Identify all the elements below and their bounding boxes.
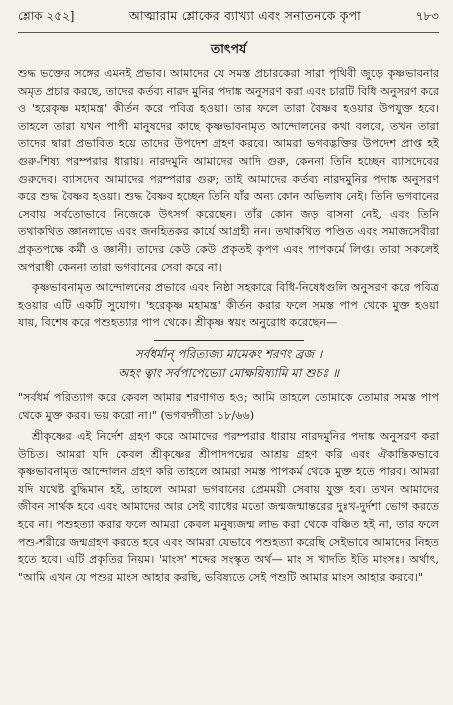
section-title: তাৎপর্য [210,41,247,56]
verse-reference: শ্লোক ২৫২] [18,9,75,23]
sanskrit-verse [18,345,439,383]
verse-line-1: সর্বধর্মান্ পরিত্যজ্য মামেকং শরণং ব্রজ । [134,346,323,361]
verse-translation: "সর্বধর্ম পরিত্যাগ করে কেবল আমার শরণাগত হও; আমি তাহলে তোমাকে তোমার সমস্ত পাপ থেকে মুক্ত করব। ভয় করো না।" (ভগবদ্গীতা ১৮/৬৬) [18,390,439,422]
verse-line-2: অহং ত্বাং সর্বপাপেভ্যো মোক্ষয়িষ্যামি মা শুচঃ ॥ [118,365,339,380]
running-header [18,8,439,33]
paragraph-1: শুদ্ধ ভক্তের সঙ্গের এমনই প্রভাব। আমাদের যে সমস্ত প্রচারকেরা সারা পৃথিবী জুড়ে কৃষ্ণভাবনার অমৃত প্রচার করছে, তাদের কর্তব্য নারদ মুনির পদাঙ্ক অনুসরণ করা এবং চারটি বিধি অনুসরণ করে ও 'হরেকৃষ্ণ মহামন্ত্র' কীর্তন করে পবিত্র হওয়া। তার ফলে তারা বৈষ্ণব হওয়ার উপযুক্ত হবে। তাহলে তারা যখন পাপী মানুষদের কাছে কৃষ্ণভাবনামৃত আন্দোলনের কথা বলবে, তখন তারা তাদের দ্বারা প্রভাবিত হয়ে তাদের উপদেশ গ্রহণ করবে। আমরা ভগবদ্ভক্তির উপদেশ প্রাপ্ত হই গুরু-শিষ্য পরম্পরার ধারায়। নারদমুনি আমাদের আদি গুরু, কেননা তিনি হচ্ছেন ব্যাসদেবের গুরুদেব। ব্যাসদেব আমাদের পরম্পরার গুরু; তাই আমাদের কর্তব্য নারদমুনির পদাঙ্ক অনুসরণ করে শুদ্ধ বৈষ্ণব হওয়া। শুদ্ধ বৈষ্ণব হচ্ছেন তিনি যাঁর অন্য কোন অভিলাষ নেই। তিনি ভগবানের সেবায় সর্বতোভাবে নিজেকে উৎসর্গ করেছেন। তাঁর কোন জড় বাসনা নেই, এবং তিনি তথাকথিত জ্ঞানলাভে এবং জনহিতকর কার্যে আগ্রহী নন। তথাকথিত পণ্ডিত এবং সমাজসেবীরা প্রকৃতপক্ষে কর্মী ও জ্ঞানী। তাদের কেউ কেউ প্রকৃতই কৃপণ এবং পাপকর্মে লিপ্ত। তারা সকলেই অপরাধী কেননা তারা ভগবানের সেবা করে না। [18,67,439,274]
chapter-title: আত্মারাম শ্লোকের ব্যাখ্যা এবং সনাতনকে কৃপা [129,8,362,23]
paragraph-3: শ্রীকৃষ্ণের এই নির্দেশ গ্রহণ করে আমাদের পরম্পরার ধারায় নারদমুনির পদাঙ্ক অনুসরণ করা উচিত। আমরা যদি কেবল শ্রীকৃষ্ণের শ্রীপাদপদ্মের আশ্রয় গ্রহণ করি এবং ঐকান্তিকভাবে কৃষ্ণভাবনামৃত আন্দোলন গ্রহণ করি তাহলে আমরা সমস্ত পাপকর্ম থেকে মুক্ত হতে পারব। আমরা যদি যথেষ্ট বুদ্ধিমান হই, তাহলে আমরা ভগবানের প্রেমময়ী সেবায় যুক্ত হব। তখন আমাদের জীবন সার্থক হবে এবং আমাদের আর সেই ব্যাধের মতো জন্মজন্মান্তরের দুঃখ-দুর্দশা ভোগ করতে হবে না। পশুহত্যা করার ফলে আমরা কেবল মনুষ্যজন্ম লাভ করা থেকে বঞ্চিত হই না, তার ফলে পশু-শরীরে জন্মগ্রহণ করতে হবে এবং আমরা যেভাবে পশুহত্যা করেছি সেইভাবে আমাদের নিহত হতে হবে। এটি প্রকৃতির নিয়ম। 'মাংস' শব্দের সংস্কৃত অর্থ— মাং স খাদতি ইতি মাংসঃ। অর্থাৎ, "আমি এখন যে পশুর মাংস আহার করছি, ভবিষ্যতে সেই পশুটি আমার মাংস আহার করবে।" [18,430,439,584]
verse-separator [154,340,304,341]
paragraph-2: কৃষ্ণভাবনামৃত আন্দোলনের প্রভাবে এবং নিষ্ঠা সহকারে বিধি-নিষেধগুলি অনুসরণ করে পবিত্র হওয়ার এটি একটি সুযোগ। 'হরেকৃষ্ণ মহামন্ত্র' কীর্তন করার ফলে সমস্ত পাপ থেকে মুক্ত হওয়া যায়, বিশেষ করে পশুহত্যার পাপ থেকে। শ্রীকৃষ্ণ স্বয়ং অনুরোধ করেছেন— [18,281,439,330]
page-number: ৭৮৩ [415,9,439,23]
